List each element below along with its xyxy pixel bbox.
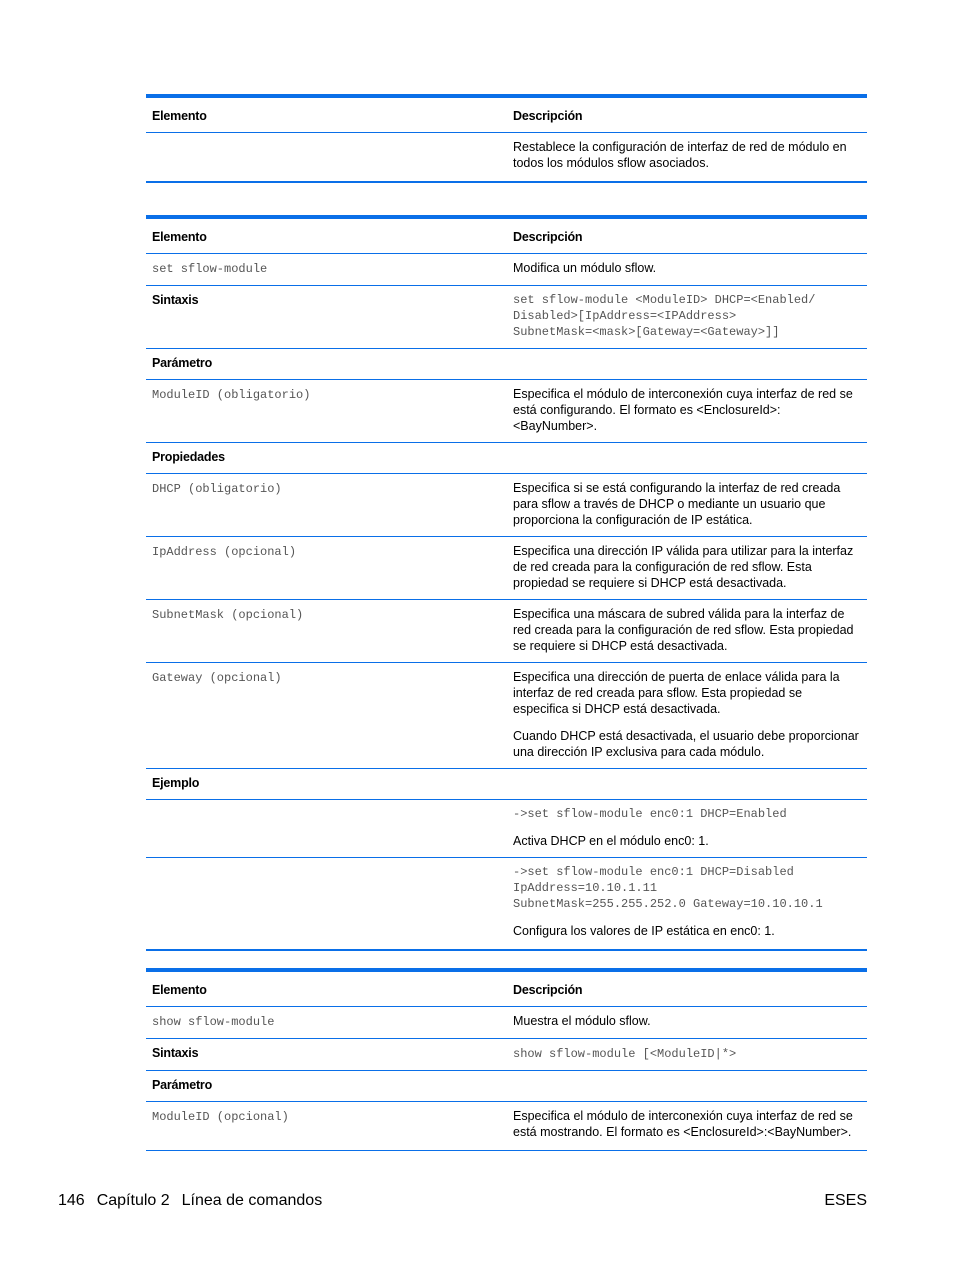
table-row — [146, 380, 867, 443]
table-row-command — [146, 1007, 867, 1039]
command-description: Modifica un módulo sflow. — [507, 254, 867, 286]
page-number: 146 — [58, 1192, 85, 1209]
example-code: ->set sflow-module enc0:1 DHCP=Enabled — [513, 807, 787, 821]
table-row — [146, 1102, 867, 1151]
chapter-title: Línea de comandos — [181, 1192, 323, 1209]
property-description: Especifica una dirección de puerta de enlace válida para la interfaz de red creada para sflow. Esta propiedad se especifica si DHCP está desactivada. — [513, 670, 840, 716]
page-footer — [58, 1192, 867, 1210]
table-row-syntax — [146, 1039, 867, 1071]
table-show-sflow-module — [146, 968, 867, 1151]
property-name: SubnetMask (opcional) — [152, 608, 304, 622]
table-row-example — [146, 800, 867, 858]
table-header-row — [146, 96, 867, 133]
table-continued — [146, 94, 867, 183]
header-elemento: Elemento — [146, 970, 507, 1007]
cell-description: Restablece la configuración de interfaz de red de módulo en todos los módulos sflow asociados. — [507, 133, 867, 183]
property-note: Cuando DHCP está desactivada, el usuario debe proporcionar una dirección IP exclusiva para cada módulo. — [513, 729, 859, 759]
header-descripcion: Descripción — [507, 217, 867, 254]
section-heading: Parámetro — [146, 349, 507, 380]
header-elemento: Elemento — [146, 217, 507, 254]
property-name: Gateway (opcional) — [152, 671, 282, 685]
command-name: set sflow-module — [152, 262, 268, 276]
header-descripcion: Descripción — [507, 96, 867, 133]
syntax-label: Sintaxis — [146, 1039, 507, 1071]
syntax-label: Sintaxis — [146, 286, 507, 349]
section-row-parametro — [146, 349, 867, 380]
syntax-code: set sflow-module <ModuleID> DHCP=<Enabled/ Disabled>[IpAddress=<IPAddress> SubnetMask=<mask>[Gateway=<Gateway>]] — [513, 293, 816, 339]
section-row-parametro — [146, 1071, 867, 1102]
section-row-propiedades — [146, 443, 867, 474]
table-row — [146, 600, 867, 663]
table-row-example — [146, 858, 867, 951]
table-row — [146, 474, 867, 537]
locale-code: ESES — [824, 1192, 867, 1209]
param-description: Especifica el módulo de interconexión cuya interfaz de red se está configurando. El formato es <EnclosureId>:<BayNumber>. — [507, 380, 867, 443]
section-heading: Ejemplo — [146, 769, 507, 800]
table-row — [146, 537, 867, 600]
property-description: Especifica si se está configurando la interfaz de red creada para sflow a través de DHCP o mediante un usuario que proporciona la configuración de IP estática. — [507, 474, 867, 537]
cell-empty — [146, 133, 507, 183]
syntax-code: show sflow-module [<ModuleID|*> — [513, 1047, 737, 1061]
property-name: DHCP (obligatorio) — [152, 482, 282, 496]
table-row — [146, 663, 867, 769]
header-descripcion: Descripción — [507, 970, 867, 1007]
param-name: ModuleID (obligatorio) — [152, 388, 311, 402]
section-row-ejemplo — [146, 769, 867, 800]
table-row-command — [146, 254, 867, 286]
table-header-row — [146, 217, 867, 254]
param-name: ModuleID (opcional) — [152, 1110, 289, 1124]
example-code: ->set sflow-module enc0:1 DHCP=Disabled IpAddress=10.10.1.11 SubnetMask=255.255.252.0 Gateway=10.10.10.1 — [513, 865, 823, 911]
command-name: show sflow-module — [152, 1015, 275, 1029]
chapter-label: Capítulo 2 — [96, 1192, 170, 1209]
property-name: IpAddress (opcional) — [152, 545, 297, 559]
section-heading: Parámetro — [146, 1071, 507, 1102]
section-heading: Propiedades — [146, 443, 507, 474]
example-description: Activa DHCP en el módulo enc0: 1. — [513, 834, 709, 848]
header-elemento: Elemento — [146, 96, 507, 133]
table-header-row — [146, 970, 867, 1007]
table-row-syntax — [146, 286, 867, 349]
param-description: Especifica el módulo de interconexión cuya interfaz de red se está mostrando. El formato es <EnclosureId>:<BayNumber>. — [507, 1102, 867, 1151]
property-description: Especifica una máscara de subred válida para la interfaz de red creada para la configuración de red sflow. Esta propiedad se requiere si DHCP está desactivada. — [507, 600, 867, 663]
table-set-sflow-module — [146, 215, 867, 951]
footer-left — [58, 1192, 334, 1210]
example-description: Configura los valores de IP estática en enc0: 1. — [513, 924, 775, 938]
property-description: Especifica una dirección IP válida para utilizar para la interfaz de red creada para la configuración de red sflow. Esta propiedad se requiere si DHCP está desactivada. — [507, 537, 867, 600]
table-row — [146, 133, 867, 183]
command-description: Muestra el módulo sflow. — [507, 1007, 867, 1039]
